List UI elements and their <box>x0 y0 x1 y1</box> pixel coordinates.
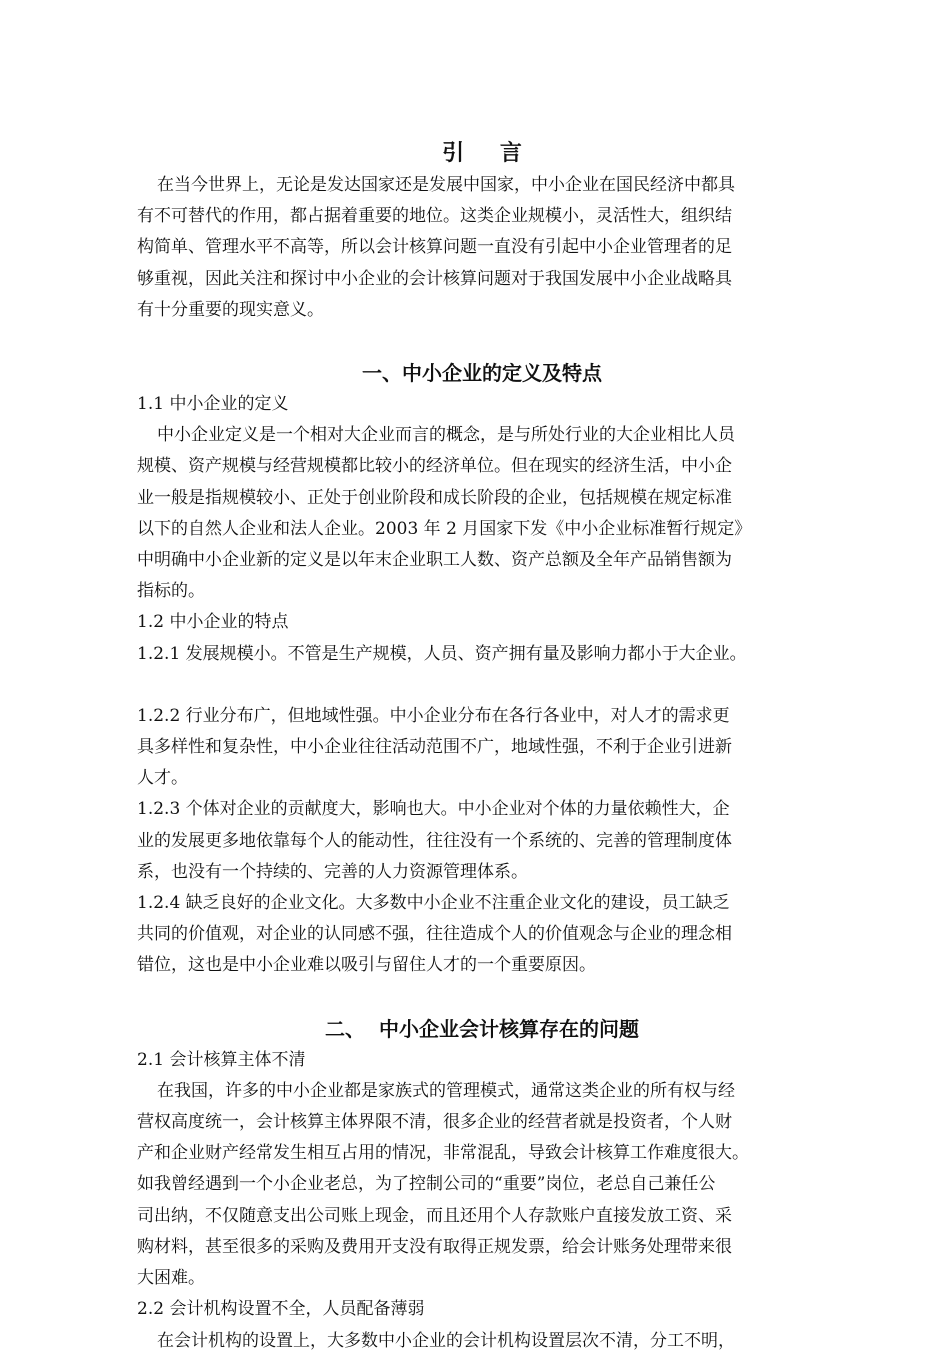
section1-title: 一、中小企业的定义及特点 <box>362 361 602 386</box>
text-line: 共同的价值观，对企业的认同感不强，往往造成个人的价值观念与企业的理念相 <box>137 924 732 945</box>
text-line: 如我曾经遇到一个小企业老总，为了控制公司的“重要”岗位，老总自己兼任公 <box>137 1174 716 1195</box>
text-line: 购材料，甚至很多的采购及费用开支没有取得正规发票，给会计账务处理带来很 <box>137 1236 732 1257</box>
text-line: 指标的。 <box>137 581 205 602</box>
text-line: 1.2.4 缺乏良好的企业文化。大多数中小企业不注重企业文化的建设，员工缺乏 <box>137 893 730 914</box>
paragraph-2-2 <box>137 1326 827 1357</box>
spacer <box>137 982 827 1013</box>
text-line: 1.2.3 个体对企业的贡献度大，影响也大。中小企业对个体的力量依赖性大，企 <box>137 799 730 820</box>
text-line: 司出纳，不仅随意支出公司账上现金，而且还用个人存款账户直接发放工资、采 <box>137 1205 732 1226</box>
text-line: 产和企业财产经常发生相互占用的情况，非常混乱，导致会计核算工作难度很大。 <box>137 1143 749 1164</box>
text-line: 够重视，因此关注和探讨中小企业的会计核算问题对于我国发展中小企业战略具 <box>137 268 732 289</box>
section-heading-1-2: 1.2 中小企业的特点 <box>137 612 289 633</box>
spacer <box>137 670 827 701</box>
text-line: 人才。 <box>137 768 188 789</box>
item-1-2-4 <box>137 888 827 982</box>
text-line: 在我国，许多的中小企业都是家族式的管理模式，通常这类企业的所有权与经 <box>157 1080 735 1101</box>
text-line: 1.2.2 行业分布广，但地域性强。中小企业分布在各行各业中，对人才的需求更 <box>137 705 730 726</box>
text-line: 营权高度统一，会计核算主体界限不清，很多企业的经营者就是投资者，个人财 <box>137 1112 732 1133</box>
text-line: 具多样性和复杂性，中小企业往往活动范围不广，地域性强，不利于企业引进新 <box>137 737 732 758</box>
item-1-2-1: 1.2.1 发展规模小。不管是生产规模，人员、资产拥有量及影响力都小于大企业。 <box>137 643 747 664</box>
text-line: 错位，这也是中小企业难以吸引与留住人才的一个重要原因。 <box>137 955 596 976</box>
text-line: 中小企业定义是一个相对大企业而言的概念，是与所处行业的大企业相比人员 <box>157 425 735 446</box>
text-line: 业的发展更多地依靠每个人的能动性，往往没有一个系统的、完善的管理制度体 <box>137 830 732 851</box>
section2-title: 二、 中小企业会计核算存在的问题 <box>325 1016 639 1041</box>
document-page <box>137 138 827 1357</box>
spacer <box>137 326 827 357</box>
intro-title: 引 言 <box>442 141 536 166</box>
section-heading-1-1: 1.1 中小企业的定义 <box>137 394 289 415</box>
text-line: 大困难。 <box>137 1268 205 1289</box>
text-line: 有十分重要的现实意义。 <box>137 299 324 320</box>
text-line: 中明确中小企业新的定义是以年末企业职工人数、资产总额及全年产品销售额为 <box>137 550 732 571</box>
paragraph-1-1 <box>137 420 827 607</box>
text-line: 以下的自然人企业和法人企业。2003 年 2 月国家下发《中小企业标准暂行规定》 <box>137 518 752 539</box>
text-line: 系，也没有一个持续的、完善的人力资源管理体系。 <box>137 861 528 882</box>
intro-paragraph <box>137 170 827 326</box>
text-line: 规模、资产规模与经营规模都比较小的经济单位。但在现实的经济生活，中小企 <box>137 456 732 477</box>
section-heading-2-1: 2.1 会计核算主体不清 <box>137 1049 306 1070</box>
text-line: 业一般是指规模较小、正处于创业阶段和成长阶段的企业，包括规模在规定标准 <box>137 487 732 508</box>
text-line: 有不可替代的作用，都占据着重要的地位。这类企业规模小，灵活性大，组织结 <box>137 206 732 227</box>
text-line: 构简单、管理水平不高等，所以会计核算问题一直没有引起中小企业管理者的足 <box>137 237 732 258</box>
item-1-2-3 <box>137 794 827 888</box>
item-1-2-2 <box>137 701 827 795</box>
paragraph-2-1 <box>137 1076 827 1294</box>
section-heading-2-2: 2.2 会计机构设置不全，人员配备薄弱 <box>137 1299 425 1320</box>
text-line: 在会计机构的设置上，大多数中小企业的会计机构设置层次不清，分工不明， <box>157 1330 735 1351</box>
text-line: 在当今世界上，无论是发达国家还是发展中国家，中小企业在国民经济中都具 <box>157 175 735 195</box>
